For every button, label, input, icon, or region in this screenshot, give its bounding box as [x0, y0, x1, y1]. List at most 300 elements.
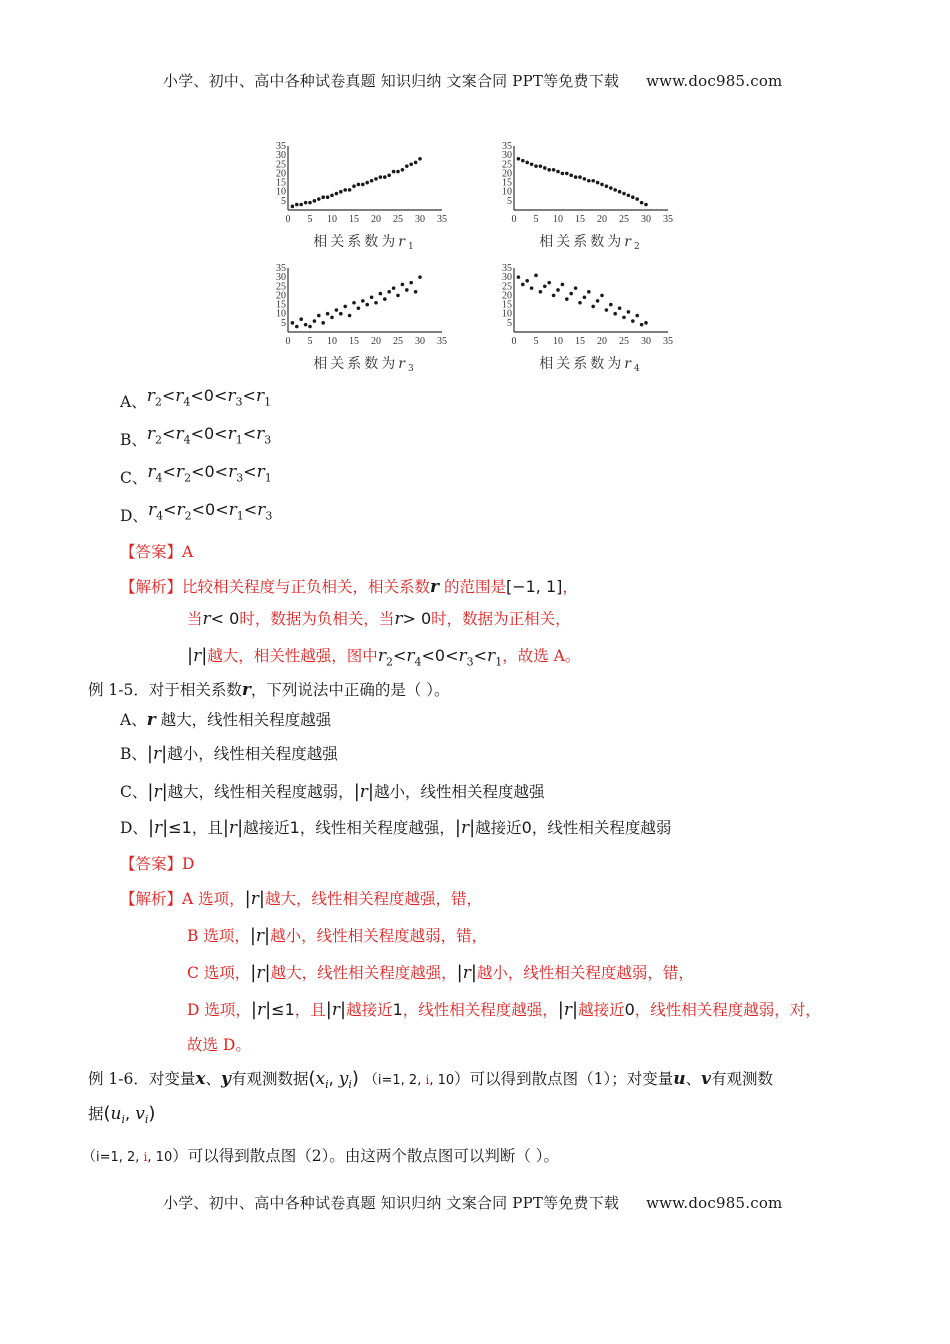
opt-expression: [146, 424, 272, 447]
scatter-point: [631, 319, 635, 323]
scatter-point: [308, 325, 312, 329]
scatter-point: [565, 172, 569, 176]
y-tick-label: 15: [502, 177, 512, 189]
q15-analysis-c: [187, 961, 694, 983]
num-one: 1: [392, 1000, 403, 1019]
var-r-sub: $r_2$: [146, 424, 163, 447]
x-tick-label: 0: [285, 336, 291, 347]
var-r-sub: $r_3$: [227, 386, 243, 409]
scatter-point: [547, 168, 551, 172]
scatter-point: [530, 162, 534, 166]
scatter-point: [409, 162, 413, 166]
q14-option-c: [120, 462, 272, 500]
le-one: ≤1: [271, 1000, 295, 1019]
abs-r: |r|: [557, 999, 579, 1020]
analysis-conclusion: 故选 D。: [187, 1036, 251, 1054]
scatter-point: [543, 284, 547, 288]
less-than: <: [162, 462, 176, 481]
analysis-prefix: C 选项，: [187, 964, 251, 982]
answer-value: A: [182, 543, 194, 561]
q15-analysis-end: [187, 1033, 251, 1055]
scatter-point: [405, 164, 409, 168]
header-site[interactable]: www.doc985.com: [646, 72, 783, 90]
var-r-sub: $r_3$: [228, 462, 244, 485]
scatter-point: [613, 188, 617, 192]
opt-text: ，线性相关程度越弱: [531, 819, 672, 837]
scatter-point: [600, 294, 604, 298]
scatter-point: [539, 290, 543, 294]
scatter-point: [357, 183, 361, 187]
scatter-point: [330, 194, 334, 198]
analysis-text: 越小，线性相关程度越弱，错，: [270, 927, 488, 945]
y-tick-label: 5: [281, 317, 286, 329]
scatter-plot-2: [494, 140, 684, 256]
scatter-point: [343, 305, 347, 309]
scatter-point: [517, 157, 521, 161]
analysis-text-1b: 的范围是: [443, 578, 506, 596]
var-r-sub: $r_1$: [256, 462, 272, 485]
q16-stem-line-3: [82, 1144, 559, 1166]
scatter-point: [534, 164, 538, 168]
q14-option-a: [120, 386, 272, 424]
scatter-svg-1: [268, 140, 458, 256]
var-r-sub: $r_4$: [147, 462, 163, 485]
var-r-sub: $r_1$: [255, 386, 272, 409]
less-than: <: [213, 386, 228, 405]
x-tick-label: 5: [307, 214, 313, 225]
scatter-point: [596, 181, 600, 185]
scatter-point: [317, 314, 321, 318]
scatter-point: [640, 323, 644, 327]
x-tick-label: 30: [641, 336, 651, 347]
x-tick-label: 5: [533, 336, 539, 347]
y-tick-label: 25: [502, 281, 512, 293]
index-end: , 10: [147, 1150, 173, 1165]
index-end: , 10: [429, 1073, 455, 1088]
scatter-point: [591, 305, 595, 309]
var-x: x: [195, 1069, 206, 1089]
scatter-point: [583, 295, 587, 299]
y-tick-label: 15: [276, 299, 286, 311]
scatter-point: [605, 308, 609, 312]
opt-text: 越大，线性相关程度越弱，: [167, 783, 354, 801]
chart-caption: 相关系数为$r_2$: [539, 234, 643, 252]
var-v: v: [701, 1069, 712, 1089]
less-than: <: [243, 500, 258, 519]
num-zero: 0: [624, 1000, 635, 1019]
x-tick-label: 10: [553, 336, 563, 347]
abs-r: |r|: [250, 962, 271, 983]
scatter-point: [530, 286, 534, 290]
opt-label: D、: [120, 819, 148, 837]
analysis-text-2c: 时，数据为正相关，: [431, 610, 571, 628]
q16-text: 据: [88, 1105, 104, 1123]
scatter-point: [569, 292, 573, 296]
q16-text: 有观测数: [711, 1070, 774, 1088]
q14-analysis-line-2: [187, 607, 571, 629]
scatter-point: [392, 170, 396, 174]
scatter-point: [600, 183, 604, 187]
x-tick-label: 25: [619, 336, 629, 347]
less-than: <: [243, 462, 257, 481]
answer-value: D: [182, 855, 195, 873]
var-r-sub: $r_1$: [228, 500, 244, 523]
q15-stem-a: 例 1-5．对于相关系数: [88, 681, 242, 699]
x-tick-label: 15: [575, 214, 585, 225]
y-tick-label: 15: [276, 177, 286, 189]
y-tick-label: 15: [502, 299, 512, 311]
var-r-sub: $r_1$: [227, 424, 243, 447]
num-zero: 0: [434, 646, 446, 665]
x-tick-label: 20: [371, 336, 381, 347]
scatter-point: [622, 316, 626, 320]
subscript-i: i: [144, 1113, 149, 1127]
pair-xy: ($x_i$, $y_i$): [308, 1068, 359, 1092]
chart-caption: 相关系数为$r_1$: [313, 234, 417, 252]
q14-option-d: [120, 500, 272, 538]
scatter-point: [361, 299, 365, 303]
pair-v: v: [135, 1104, 145, 1124]
x-tick-label: 0: [511, 214, 517, 225]
scatter-point: [379, 175, 383, 179]
analysis-text-3b: ，故选 A。: [502, 647, 581, 665]
scatter-point: [392, 286, 396, 290]
opt-expression: [147, 462, 272, 485]
less-than: <: [163, 500, 177, 519]
q15-analysis-d: [187, 998, 821, 1020]
var-r: r: [241, 680, 251, 700]
x-tick-label: 30: [415, 214, 425, 225]
y-tick-label: 10: [502, 308, 512, 320]
scatter-point: [361, 183, 365, 187]
scatter-point: [569, 173, 573, 177]
var-r-sub: $r_2$: [146, 386, 162, 409]
var-r: r: [430, 577, 439, 597]
scatter-point: [409, 281, 413, 285]
scatter-point: [330, 316, 334, 320]
pair-u: u: [110, 1104, 122, 1124]
var-r-sub: $r_3$: [458, 646, 474, 669]
x-tick-label: 35: [437, 214, 447, 225]
y-tick-label: 30: [276, 272, 286, 284]
analysis-prefix: D 选项，: [187, 1001, 251, 1019]
scatter-point: [631, 195, 635, 199]
chart-caption: 相关系数为$r_3$: [313, 356, 417, 374]
scatter-point: [591, 179, 595, 183]
scatter-point: [304, 201, 308, 205]
var-r: r: [202, 609, 211, 629]
scatter-point: [299, 203, 303, 207]
num-zero: 0: [204, 462, 215, 481]
scatter-point: [326, 312, 330, 316]
scatter-point: [379, 292, 383, 296]
subscript-i: i: [121, 1113, 126, 1127]
scatter-plot-3: [268, 262, 458, 378]
var-r: r: [394, 609, 403, 629]
opt-text: ，且: [191, 819, 223, 837]
analysis-text-2b: 时，数据为负相关，当: [239, 610, 395, 628]
scatter-point: [640, 201, 644, 205]
scatter-point: [574, 175, 578, 179]
y-tick-label: 25: [276, 159, 286, 171]
scatter-point: [387, 290, 391, 294]
opt-label: A、: [120, 393, 147, 411]
y-tick-label: 20: [502, 168, 512, 180]
q14-option-list: [120, 386, 272, 538]
x-tick-label: 25: [393, 214, 403, 225]
scatter-point: [365, 181, 369, 185]
q16-stem-line-2: [88, 1102, 155, 1126]
scatter-point: [587, 179, 591, 183]
scatter-point: [352, 184, 356, 188]
analysis-text-1a: 比较相关程度与正负相关，相关系数: [182, 578, 431, 596]
analysis-tag: 【解析】: [120, 578, 183, 596]
num-zero: 0: [521, 818, 532, 837]
le-one: ≤1: [168, 818, 192, 837]
inequality-answer: [377, 646, 503, 669]
answer-tag: 【答案】: [120, 543, 183, 561]
x-tick-label: 15: [349, 336, 359, 347]
scatter-point: [578, 301, 582, 305]
opt-text: 越接近: [475, 819, 522, 837]
x-tick-label: 0: [511, 336, 517, 347]
y-tick-label: 10: [276, 186, 286, 198]
scatter-point: [613, 312, 617, 316]
y-tick-label: 30: [502, 150, 512, 162]
scatter-point: [370, 179, 374, 183]
subscript-i: i: [348, 1078, 352, 1092]
scatter-point: [374, 177, 378, 181]
q15-option-d: [120, 816, 671, 838]
pair-uv: ($u_i$, $v_i$): [103, 1103, 156, 1127]
scatter-point: [574, 286, 578, 290]
scatter-point: [578, 175, 582, 179]
var-r-sub: $r_3$: [256, 424, 272, 447]
x-tick-label: 30: [415, 336, 425, 347]
scatter-point: [552, 168, 556, 172]
answer-tag: 【答案】: [120, 855, 183, 873]
opt-label: D、: [120, 507, 148, 525]
scatter-point: [326, 195, 330, 199]
chart-caption: 相关系数为$r_4$: [539, 356, 643, 374]
num-zero: 0: [205, 500, 216, 519]
y-tick-label: 30: [276, 150, 286, 162]
subscript-i: i: [325, 1078, 329, 1092]
scatter-point: [405, 288, 409, 292]
scatter-point: [291, 321, 295, 325]
opt-label: A、: [120, 711, 147, 729]
less-than: <: [161, 386, 176, 405]
scatter-point: [547, 281, 551, 285]
y-tick-label: 30: [502, 272, 512, 284]
scatter-point: [635, 314, 639, 318]
abs-r: |r|: [222, 817, 244, 838]
opt-text: 越接近: [243, 819, 290, 837]
scatter-point: [521, 283, 525, 287]
less-than: <: [242, 386, 256, 405]
x-tick-label: 20: [597, 336, 607, 347]
scatter-point: [313, 319, 317, 323]
analysis-prefix: B 选项，: [187, 927, 250, 945]
scatter-point: [627, 310, 631, 314]
abs-r: |r|: [456, 962, 477, 983]
x-tick-label: 10: [327, 214, 337, 225]
ellipsis-glyph: ⅰ: [143, 1150, 148, 1164]
opt-text: ，线性相关程度越强，: [299, 819, 455, 837]
q15-stem-b: ，下列说法中正确的是（ ）。: [250, 681, 450, 699]
y-tick-label: 35: [276, 141, 286, 152]
scatter-svg-3: [268, 262, 458, 378]
scatter-point: [596, 299, 600, 303]
q15-option-a: [120, 708, 331, 730]
num-one: 1: [289, 818, 300, 837]
scatter-point: [618, 306, 622, 310]
analysis-text: ，且: [294, 1001, 326, 1019]
scatter-point: [357, 306, 361, 310]
var-u: u: [673, 1069, 686, 1089]
abs-r: |r|: [146, 743, 168, 764]
var-r-sub: $r_3$: [257, 500, 273, 523]
scatter-point: [618, 190, 622, 194]
scatter-point: [414, 161, 418, 165]
y-tick-label: 20: [502, 290, 512, 302]
scatter-point: [418, 157, 422, 161]
q16-text: 例 1-6．对变量: [88, 1070, 196, 1088]
scatter-point: [605, 184, 609, 188]
scatter-point: [609, 186, 613, 190]
scatter-point: [561, 283, 565, 287]
q15-answer: [120, 852, 194, 874]
cond-negative: < 0: [210, 609, 240, 628]
less-than: <: [191, 500, 206, 519]
less-than: <: [392, 646, 407, 665]
scatter-point: [299, 317, 303, 321]
pair-y: y: [338, 1069, 349, 1089]
scatter-point: [396, 170, 400, 174]
y-tick-label: 35: [502, 263, 512, 274]
x-tick-label: 35: [663, 336, 673, 347]
less-than: <: [190, 424, 204, 443]
analysis-text-2a: 当: [187, 610, 203, 628]
q14-options: [120, 386, 272, 538]
scatter-point: [521, 159, 525, 163]
var-r-sub: $r_1$: [487, 646, 503, 669]
var-r: r: [146, 710, 156, 730]
abs-r: |r|: [147, 781, 168, 802]
scatter-plot-4: [494, 262, 684, 378]
opt-text: 越小，线性相关程度越强: [373, 783, 545, 801]
y-tick-label: 25: [276, 281, 286, 293]
scatter-point: [335, 192, 339, 196]
scatter-point: [295, 325, 299, 329]
opt-text: 越小，线性相关程度越强: [167, 745, 338, 763]
q15-analysis-b: [187, 924, 487, 946]
scatter-point: [583, 177, 587, 181]
opt-label: B、: [120, 745, 147, 763]
analysis-text: ，线性相关程度越强，: [402, 1001, 558, 1019]
scatter-point: [374, 301, 378, 305]
analysis-tag: 【解析】: [120, 890, 183, 908]
analysis-text: 越接近: [578, 1001, 625, 1019]
opt-expression: [146, 386, 272, 409]
abs-r: |r|: [249, 925, 271, 946]
scatter-point: [352, 301, 356, 305]
x-tick-label: 0: [285, 214, 291, 225]
q15-option-b: [120, 742, 338, 764]
q15-stem: [88, 678, 450, 700]
pair-x: x: [315, 1069, 326, 1089]
scatter-point: [414, 290, 418, 294]
scatter-point: [383, 175, 387, 179]
analysis-text: 越大，线性相关程度越强，错，: [264, 890, 482, 908]
less-than: <: [190, 386, 204, 405]
scatter-point: [543, 166, 547, 170]
q14-option-b: [120, 424, 272, 462]
x-tick-label: 35: [663, 214, 673, 225]
abs-r: |r|: [147, 817, 169, 838]
less-than: <: [214, 424, 228, 443]
abs-r: |r|: [187, 645, 208, 666]
scatter-point: [622, 192, 626, 196]
opt-label: C、: [120, 783, 148, 801]
y-tick-label: 10: [276, 308, 286, 320]
less-than: <: [242, 424, 257, 443]
footer-site[interactable]: www.doc985.com: [646, 1194, 783, 1212]
scatter-point: [339, 312, 343, 316]
scatter-point: [517, 275, 521, 279]
less-than: <: [445, 646, 459, 665]
y-tick-label: 25: [502, 159, 512, 171]
scatter-point: [609, 303, 613, 307]
scatter-svg-2: [494, 140, 684, 256]
less-than: <: [421, 646, 435, 665]
scatter-point: [321, 321, 325, 325]
analysis-text-3a: 越大，相关性越强，图中: [207, 647, 378, 665]
index-range: i=1, 2,: [96, 1150, 144, 1165]
scatter-point: [339, 190, 343, 194]
var-r-sub: $r_4$: [147, 500, 164, 523]
y-tick-label: 5: [281, 195, 286, 207]
q16-stem-line-1: 例 1-6．对变量x、y有观测数据($x_i$, $y_i$) （i=1, 2, ⅰ, 10）可以得到散点图（1）；对变量u、v有观测数: [88, 1068, 774, 1092]
x-tick-label: 30: [641, 214, 651, 225]
x-tick-label: 20: [371, 214, 381, 225]
opt-text: 越大，线性相关程度越强: [160, 711, 332, 729]
less-than: <: [473, 646, 488, 665]
x-tick-label: 10: [327, 336, 337, 347]
scatter-point: [308, 201, 312, 205]
var-r-sub: $r_2$: [175, 462, 192, 485]
scatter-point: [317, 197, 321, 201]
q15-option-c: [120, 780, 545, 802]
x-tick-label: 25: [393, 336, 403, 347]
less-than: <: [215, 500, 229, 519]
separator: 、: [205, 1070, 222, 1088]
scatter-point: [627, 194, 631, 198]
scatter-point: [348, 314, 352, 318]
scatter-point: [525, 279, 529, 283]
y-tick-label: 20: [276, 290, 286, 302]
y-tick-label: 20: [276, 168, 286, 180]
scatter-point: [321, 195, 325, 199]
cond-positive: > 0: [402, 609, 432, 628]
scatter-point: [291, 205, 295, 209]
scatter-point: [561, 172, 565, 176]
abs-r: |r|: [244, 888, 265, 909]
var-r-sub: $r_4$: [175, 386, 191, 409]
q15-analysis-a: [120, 887, 482, 909]
footer-text: 小学、初中、高中各种试卷真题 知识归纳 文案合同 PPT等免费下载: [163, 1194, 620, 1212]
scatter-point: [343, 188, 347, 192]
